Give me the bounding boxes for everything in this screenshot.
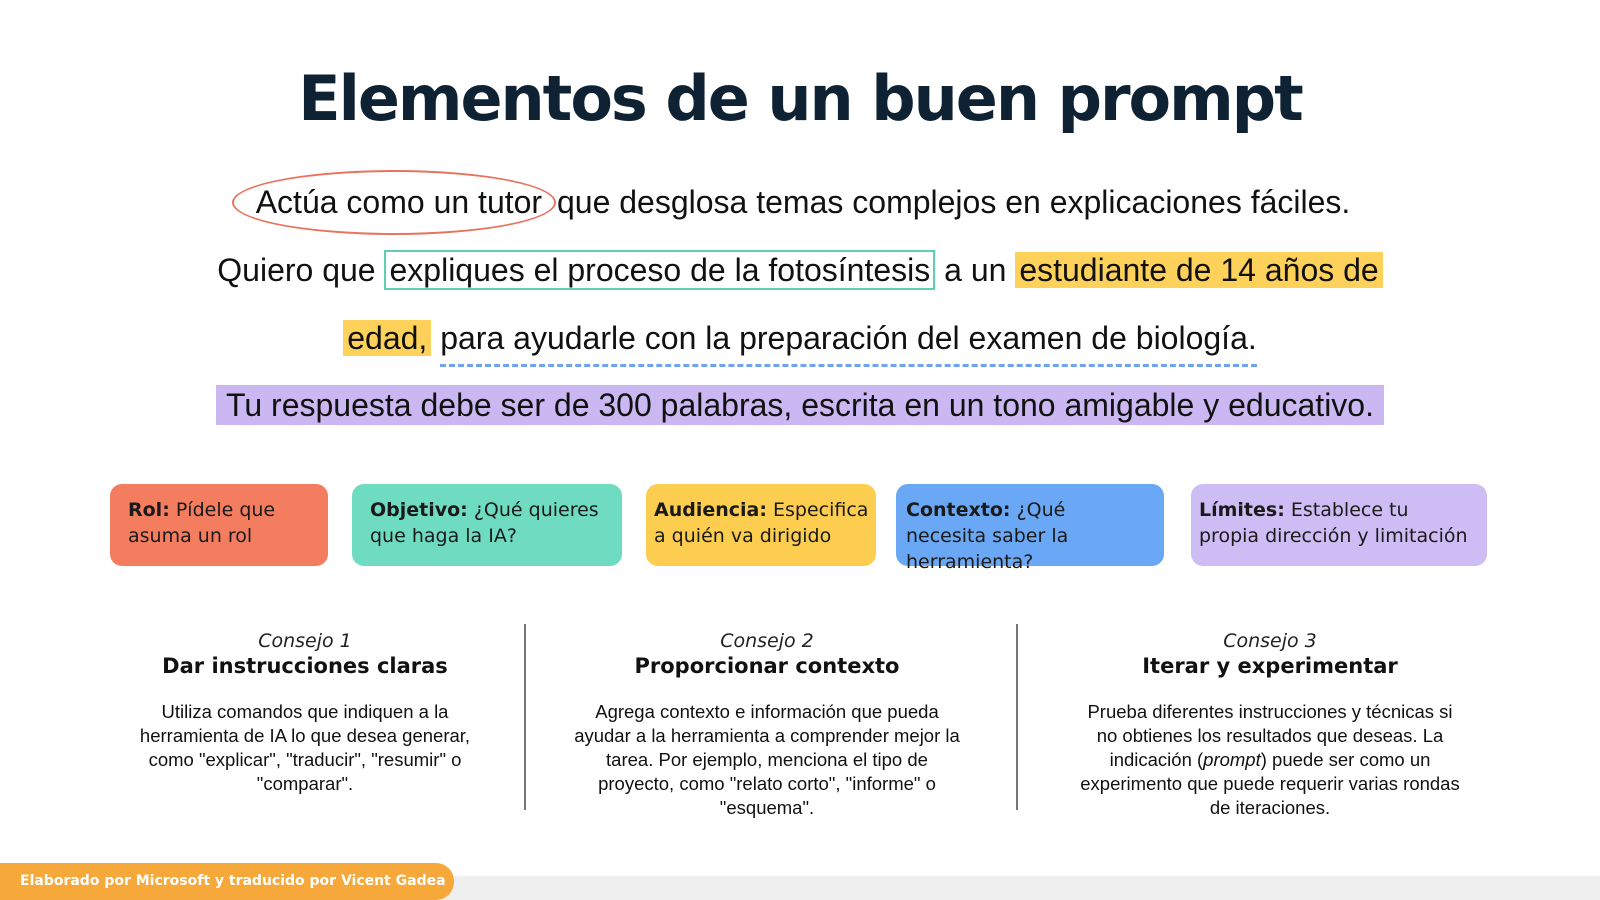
audience-highlight-continued: edad, xyxy=(343,320,431,356)
example-line-3 xyxy=(0,320,1600,357)
tip-1-number: Consejo 1 xyxy=(258,630,352,652)
card-rol-label: Rol: xyxy=(128,499,170,521)
card-objetivo xyxy=(352,484,622,566)
card-limites-label: Límites: xyxy=(1199,499,1285,521)
footer-bar xyxy=(440,876,1600,900)
card-rol xyxy=(110,484,328,566)
tip-2-title: Proporcionar contexto xyxy=(634,654,900,678)
card-audiencia-label: Audiencia: xyxy=(654,499,767,521)
tip-2 xyxy=(567,630,967,820)
tip-3-body-em: prompt xyxy=(1203,749,1261,770)
card-contexto xyxy=(896,484,1164,573)
line1-rest: que desglosa temas complejos en explicaciones fáciles. xyxy=(548,184,1351,220)
divider-2 xyxy=(1016,624,1018,810)
card-audiencia-text: Especifica a quién va dirigido xyxy=(654,499,869,547)
objective-highlight: expliques el proceso de la fotosíntesis xyxy=(384,250,935,290)
tip-3 xyxy=(1075,630,1465,820)
tip-3-body-pre: Prueba diferentes instrucciones y técnicas si no obtienes los resultados que deseas. La indicación ( xyxy=(1087,701,1453,770)
tip-1-title: Dar instrucciones claras xyxy=(162,654,448,678)
tip-2-body: Agrega contexto e información que pueda ayudar a la herramienta a comprender mejor la tarea. Por ejemplo, menciona el tipo de proyecto, como "relato corto", "informe" o "esquema". xyxy=(574,701,960,818)
example-line-2 xyxy=(0,252,1600,289)
role-oval xyxy=(232,170,556,235)
line2-mid: a un xyxy=(935,252,1016,288)
tip-1-body: Utiliza comandos que indiquen a la herramienta de IA lo que desea generar, como "explicar", "traducir", "resumir" o "comparar". xyxy=(139,701,471,794)
card-limites xyxy=(1191,484,1487,566)
tip-1 xyxy=(135,630,475,796)
card-rol-text: Pídele que asuma un rol xyxy=(128,499,276,547)
tip-2-number: Consejo 2 xyxy=(720,630,814,652)
tip-3-number: Consejo 3 xyxy=(1223,630,1317,652)
tip-3-body-post: ) puede ser como un experimento que puede requerir varias rondas de iteraciones. xyxy=(1080,749,1460,818)
example-line-4 xyxy=(0,387,1600,424)
line2-pre: Quiero que xyxy=(217,252,385,288)
audience-highlight: estudiante de 14 años de xyxy=(1015,252,1382,288)
card-limites-text: Establece tu propia dirección y limitación xyxy=(1199,499,1468,547)
card-contexto-text: ¿Qué necesita saber la herramienta? xyxy=(906,499,1069,573)
role-text: Actúa como un tutor xyxy=(255,184,543,220)
page-title: Elementos de un buen prompt xyxy=(298,62,1302,135)
card-objetivo-text: ¿Qué quieres que haga la IA? xyxy=(370,499,599,547)
tip-3-body xyxy=(1075,700,1465,820)
role-highlight xyxy=(250,184,548,221)
card-contexto-label: Contexto: xyxy=(906,499,1011,521)
example-line-1 xyxy=(0,184,1600,221)
footer-credit: Elaborado por Microsoft y traducido por Vicent Gadea xyxy=(0,863,454,900)
card-objetivo-label: Objetivo: xyxy=(370,499,468,521)
limits-highlight: Tu respuesta debe ser de 300 palabras, escrita en un tono amigable y educativo. xyxy=(216,385,1384,425)
tip-3-title: Iterar y experimentar xyxy=(1142,654,1398,678)
divider-1 xyxy=(524,624,526,810)
context-highlight: para ayudarle con la preparación del examen de biología. xyxy=(440,320,1257,367)
card-audiencia xyxy=(646,484,876,566)
